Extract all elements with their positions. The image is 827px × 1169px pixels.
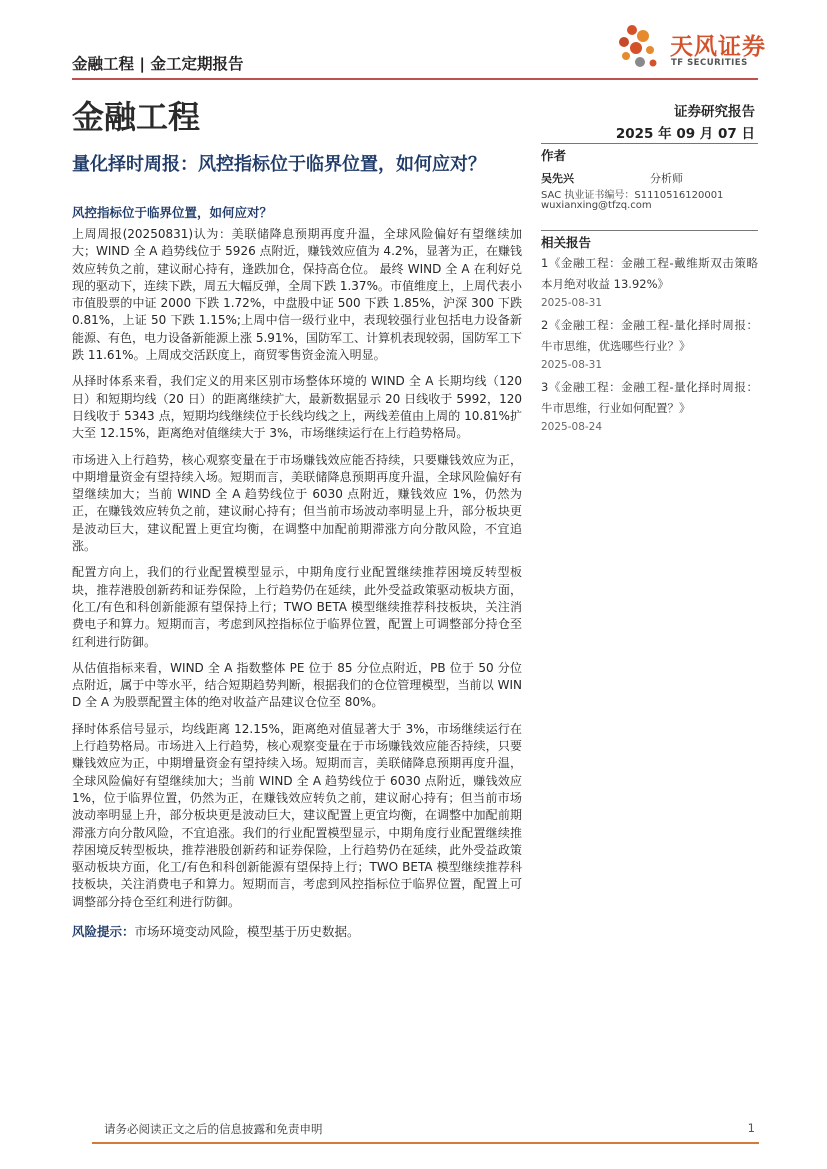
related-item-date: 2025-08-31 <box>541 359 603 371</box>
paragraph: 从估值指标来看，WIND 全 A 指数整体 PE 位于 85 分位点附近，PB 位于 50 分位点附近，属于中等水平，结合短期趋势判断，根据我们的仓位管理模型，当前以 WIND 全 A 为股票配置主体的绝对收益产品建议仓位至 80%。 <box>72 660 522 710</box>
report-title: 量化择时周报：风控指标位于临界位置，如何应对？ <box>72 154 486 175</box>
author-cert: SAC 执业证书编号：S1110516120001 <box>541 190 724 201</box>
logo-subtext: TF SECURITIES <box>671 58 748 68</box>
summary-heading: 风控指标位于临界位置，如何应对？ <box>72 205 273 220</box>
related-item[interactable] <box>541 377 758 433</box>
page-number: 1 <box>747 1121 755 1135</box>
risk-text: 市场环境变动风险，模型基于历史数据。 <box>134 923 360 939</box>
related-label: 相关报告 <box>541 235 592 250</box>
author-name: 吴先兴 <box>541 172 574 185</box>
footer-divider <box>92 1142 759 1144</box>
related-item[interactable] <box>541 315 758 371</box>
breadcrumb: 金融工程 | 金工定期报告 <box>72 55 244 73</box>
related-item-date: 2025-08-24 <box>541 421 603 433</box>
logo-text: 天风证券 <box>670 34 766 60</box>
related-item-date: 2025-08-31 <box>541 297 603 309</box>
related-item-text[interactable]: 3《金融工程：金融工程-量化择时周报：牛市思维，行业如何配置？》 <box>541 380 758 415</box>
related-item-text[interactable]: 1《金融工程：金融工程-戴维斯双击策略本月绝对收益 13.92%》 <box>541 256 758 291</box>
paragraph: 市场进入上行趋势，核心观察变量在于市场赚钱效应能否持续，只要赚钱效应为正，中期增量资金有望持续入场。短期而言，美联储降息预期再度升温，全球风险偏好有望继续加大；当前 WIND 全 A 趋势线位于 6030 点附近，赚钱效应 1%，仍然为正，在赚钱效应转负之前，建议耐心持有；但当前市场波动率明显上升，部分板块更是波动巨大，建议配置上更宜均衡，在调整中加配前期滞涨方向分散风险，不宜追涨。 <box>72 452 522 554</box>
related-list <box>541 253 758 433</box>
related-divider <box>541 230 758 231</box>
author-divider <box>541 143 758 144</box>
section-title: 金融工程 <box>72 98 201 136</box>
paragraph: 配置方向上，我们的行业配置模型显示，中期角度行业配置继续推荐困境反转型板块，推荐港股创新药和证券保险，上行趋势仍在延续，此外受益政策驱动板块方面，化工/有色和科创新能源有望保持上行；TWO BETA 模型继续推荐科技板块，关注消费电子和算力。短期而言，考虑到风控指标位于临界位置，配置上可调整部分持仓至红利进行防御。 <box>72 565 522 649</box>
related-item[interactable] <box>541 253 758 309</box>
author-email[interactable]: wuxianxing@tfzq.com <box>541 200 652 211</box>
header-divider <box>72 78 758 80</box>
paragraph: 上周周报(20250831)认为：美联储降息预期再度升温，全球风险偏好有望继续加大；WIND 全 A 趋势线位于 5926 点附近，赚钱效应值为 4.2%，显著为正，在赚钱效应转负之前，建议耐心持有，逢跌加仓，保持高仓位。 最终 WIND 全 A 在利好兑现的驱动下，连续下跌，周五大幅反弹，全周下跌 1.37%。市值维度上，上周代表小市值股票的中证 2000 下跌 1.72%，中盘股中证 500 下跌 1.85%，沪深 300 下跌 0.81%，上证 50 下跌 1.15%;上周中信一级行业中，表现较强行业包括电力设备新能源、有色，电力设备新能源上涨 5.91%，国防军工、计算机表现较弱，国防军工下跌 11.61%。上周成交活跃度上，商贸零售资金流入明显。 <box>72 227 522 363</box>
footer-disclaimer[interactable]: 请务必阅读正文之后的信息披露和免责申明 <box>104 1122 323 1136</box>
paragraph: 从择时体系来看，我们定义的用来区别市场整体环境的 WIND 全 A 长期均线（120 日）和短期均线（20 日）的距离继续扩大，最新数据显示 20 日线收于 5992，120 日线收于 5343 点，短期均线继续位于长线均线之上，两线差值由上周的 10.81%扩大至 12.15%，距离绝对值继续大于 3%，市场继续运行在上行趋势格局。 <box>72 374 522 441</box>
body-text <box>72 226 522 941</box>
related-item-text[interactable]: 2《金融工程：金融工程-量化择时周报：牛市思维，优选哪些行业？》 <box>541 318 758 353</box>
risk-note <box>72 923 522 941</box>
risk-label: 风险提示： <box>72 923 135 939</box>
author-label: 作者 <box>541 148 567 163</box>
author-role: 分析师 <box>650 172 683 185</box>
report-date: 2025 年 09 月 07 日 <box>615 126 755 142</box>
report-type: 证券研究报告 <box>674 104 755 120</box>
paragraph: 择时体系信号显示，均线距离 12.15%，距离绝对值显著大于 3%，市场继续运行在上行趋势格局。市场进入上行趋势，核心观察变量在于市场赚钱效应能否持续，只要赚钱效应为正，中期增量资金有望持续入场。短期而言，美联储降息预期再度升温，全球风险偏好有望继续加大；当前 WIND 全 A 趋势线位于 6030 点附近，赚钱效应 1%，位于临界位置，仍然为正，在赚钱效应转负之前，建议耐心持有；但当前市场波动率明显上升，部分板块更是波动巨大，建议配置上更宜均衡，在调整中加配前期滞涨方向分散风险，不宜追涨。我们的行业配置模型显示，中期角度行业配置继续推荐困境反转型板块，推荐港股创新药和证券保险，上行趋势仍在延续，此外受益政策驱动板块方面，化工/有色和科创新能源有望保持上行；TWO BETA 模型继续推荐科技板块，关注消费电子和算力。短期而言，考虑到风控指标位于临界位置，配置上可调整部分持仓至红利进行防御。 <box>72 721 522 909</box>
